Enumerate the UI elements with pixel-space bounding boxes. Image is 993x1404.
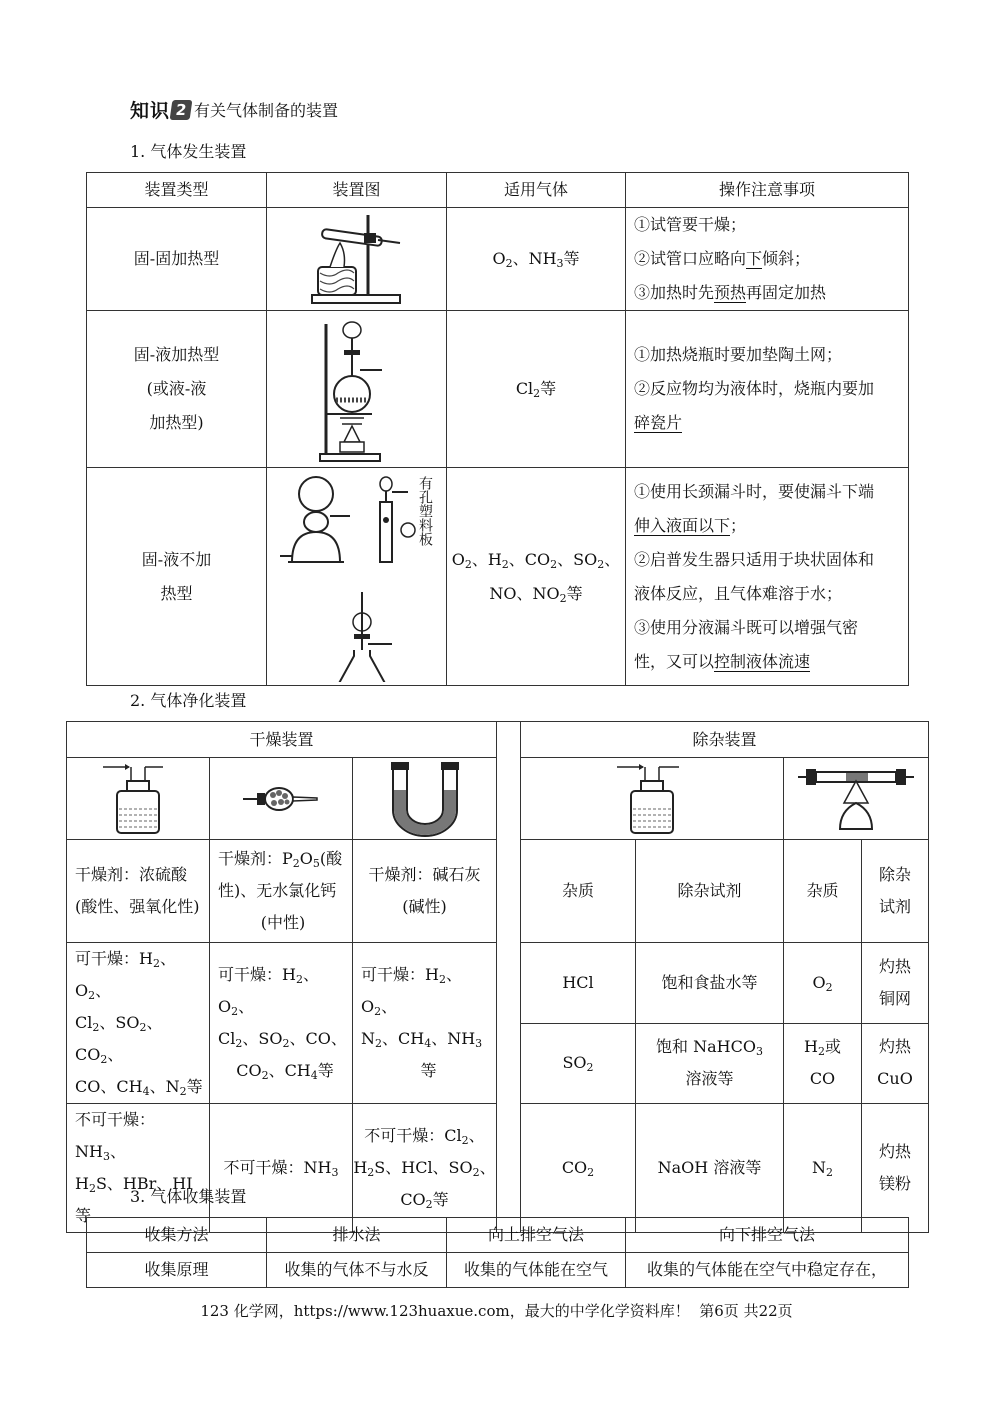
knowledge-heading xyxy=(130,96,338,123)
cannot-dry-soda-lime: 不可干燥：$Cl_2$、 $H_2S$、HCl、$SO_2$、 $CO_2$等 xyxy=(353,1104,497,1233)
solid-liquid-no-heating-apparatus-image xyxy=(267,468,447,686)
gas-washing-bottle-image xyxy=(67,758,210,840)
footer-site-text: 123 化学网，https://www.123huaxue.com，最大的中学化学资料库！ xyxy=(200,1302,690,1320)
solid-solid-heating-apparatus-image xyxy=(267,208,447,311)
header-downward-air-displacement: 向下排空气法 xyxy=(626,1218,909,1253)
section1-title: 1. 气体发生装置 xyxy=(130,142,247,161)
can-dry-h2so4: 可干燥：$H_2$、$O_2$、 $Cl_2$、$SO_2$、$CO_2$、 CO、$CH_4$、$N_2$等 xyxy=(67,943,210,1104)
impurity-co2: $CO_2$ xyxy=(521,1104,636,1233)
header-device-diagram: 装置图 xyxy=(267,173,447,208)
impurity-o2: $O_2$ xyxy=(784,943,862,1024)
type-solid-liquid-no-heating: 固-液不加 热型 xyxy=(87,468,267,686)
principle-upward-air: 收集的气体能在空气 xyxy=(447,1253,626,1288)
notes-solid-liquid-no-heating: ①使用长颈漏斗时，要使漏斗下端 伸入液面以下； ②启普发生器只适用于块状固体和 液体反应，且气体难溶于水； ③使用分液漏斗既可以增强气密 性，又可以控制液体流速 xyxy=(626,468,909,686)
cannot-dry-h2so4: 不可干燥：$NH_3$、 $H_2S$、HBr、HI 等 xyxy=(67,1104,210,1233)
header-water-displacement: 排水法 xyxy=(267,1218,447,1253)
notes-solid-solid: ①试管要干燥； ②试管口应略向下倾斜； ③加热时先预热再固定加热 xyxy=(626,208,909,311)
reagent-hot-cuo: 灼热 CuO xyxy=(862,1023,929,1104)
gas-purification-table xyxy=(66,721,929,1233)
principle-downward-air: 收集的气体能在空气中稳定存在， xyxy=(626,1253,909,1288)
u-tube-image xyxy=(353,758,497,840)
impurity-header-2: 杂质 xyxy=(784,840,862,943)
solid-liquid-heating-apparatus-image xyxy=(267,311,447,468)
type-solid-solid-heating: 固-固加热型 xyxy=(87,208,267,311)
section2-title: 2. 气体净化装置 xyxy=(130,691,247,710)
impurity-hcl: HCl xyxy=(521,943,636,1024)
desiccant-p2o5-cacl2: 干燥剂：$P_2O_5$(酸 性)、无水氯化钙 (中性) xyxy=(210,840,353,943)
reagent-header-2: 除杂 试剂 xyxy=(862,840,929,943)
footer-page-number: 第6页 共22页 xyxy=(699,1302,793,1320)
desiccant-conc-sulfuric-acid: 干燥剂：浓硫酸 (酸性、强氧化性) xyxy=(67,840,210,943)
reagent-hot-copper-mesh: 灼热 铜网 xyxy=(862,943,929,1024)
page-footer xyxy=(0,1300,993,1321)
impurity-n2: $N_2$ xyxy=(784,1104,862,1233)
header-operation-notes: 操作注意事项 xyxy=(626,173,909,208)
drying-devices-header: 干燥装置 xyxy=(67,722,497,758)
reagent-hot-magnesium: 灼热 镁粉 xyxy=(862,1104,929,1233)
impurity-h2-co: $H_2$或 CO xyxy=(784,1023,862,1104)
reagent-nahco3: 饱和 NaHCO$_3$ 溶液等 xyxy=(636,1023,784,1104)
gases-solid-liquid-no-heating: $O_2$、$H_2$、$CO_2$、$SO_2$、 NO、$NO_2$等 xyxy=(447,468,626,686)
heading-number-badge: 2 xyxy=(170,100,193,120)
impurity-header-1: 杂质 xyxy=(521,840,636,943)
spacer-column xyxy=(497,722,521,1233)
plate-label: 有孔塑料板 xyxy=(417,476,433,546)
type-solid-liquid-heating: 固-液加热型 (或液-液 加热型) xyxy=(87,311,267,468)
heading-prefix: 知识 xyxy=(130,100,171,122)
gases-solid-liquid: $Cl_2$等 xyxy=(447,311,626,468)
drying-tube-image xyxy=(210,758,353,840)
reagent-naoh: NaOH 溶液等 xyxy=(636,1104,784,1233)
principle-water: 收集的气体不与水反 xyxy=(267,1253,447,1288)
heated-tube-image xyxy=(784,758,929,840)
section3-title: 3. 气体收集装置 xyxy=(130,1187,247,1206)
reagent-saturated-brine: 饱和食盐水等 xyxy=(636,943,784,1024)
header-collection-method: 收集方法 xyxy=(87,1218,267,1253)
impurity-so2: $SO_2$ xyxy=(521,1023,636,1104)
header-applicable-gas: 适用气体 xyxy=(447,173,626,208)
gas-collection-table xyxy=(86,1217,909,1288)
reagent-header-1: 除杂试剂 xyxy=(636,840,784,943)
impurity-washing-bottle-image xyxy=(521,758,784,840)
desiccant-soda-lime: 干燥剂：碱石灰 (碱性) xyxy=(353,840,497,943)
heading-title: 有关气体制备的装置 xyxy=(194,101,339,120)
impurity-removal-header: 除杂装置 xyxy=(521,722,929,758)
gas-generation-table xyxy=(86,172,909,686)
can-dry-soda-lime: 可干燥：$H_2$、$O_2$、 $N_2$、$CH_4$、$NH_3$ 等 xyxy=(353,943,497,1104)
cannot-dry-p2o5: 不可干燥：$NH_3$ xyxy=(210,1104,353,1233)
header-device-type: 装置类型 xyxy=(87,173,267,208)
notes-solid-liquid: ①加热烧瓶时要加垫陶土网； ②反应物均为液体时，烧瓶内要加 碎瓷片 xyxy=(626,311,909,468)
header-upward-air-displacement: 向上排空气法 xyxy=(447,1218,626,1253)
can-dry-p2o5: 可干燥：$H_2$、$O_2$、 $Cl_2$、$SO_2$、CO、 $CO_2$、$CH_4$等 xyxy=(210,943,353,1104)
collection-principle-label: 收集原理 xyxy=(87,1253,267,1288)
gases-solid-solid: $O_2$、$NH_3$等 xyxy=(447,208,626,311)
